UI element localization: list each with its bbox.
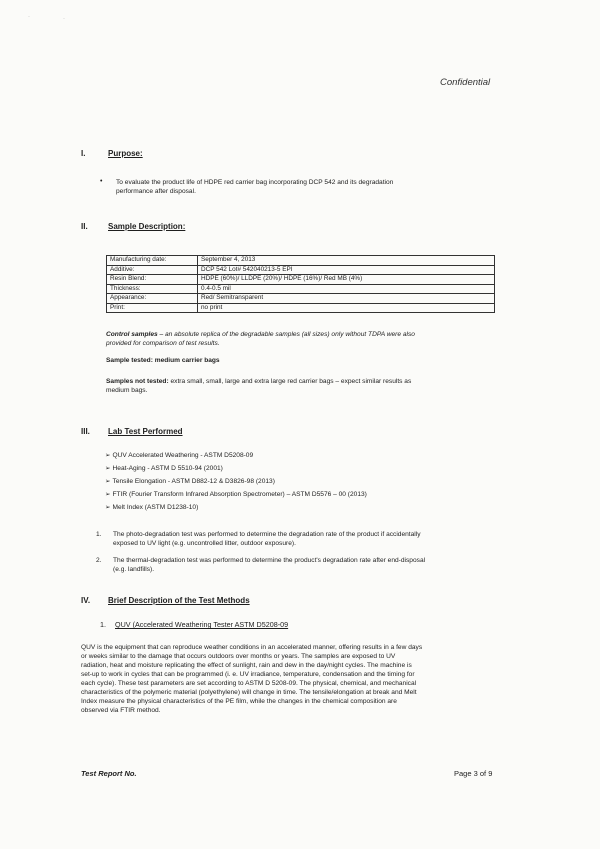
scan-mark: · [63,16,65,22]
table-label: Manufacturing date: [107,256,198,266]
note-text: (e.g. landfills). [113,566,155,573]
arrow-bullet-icon: ➢ [105,465,111,472]
arrow-bullet-icon: ➢ [105,452,111,459]
note-number: 2. [96,557,102,564]
section-number: III. [81,427,90,436]
table-row [107,294,495,304]
paragraph-line: set-up to work in cycles that can be programmed (i. e. UV irradiance, temperature, condensation and the timing for [81,671,415,678]
table-label: Appearance: [107,294,198,304]
paragraph-line: radiation, heat and moisture replicating the effect of sunlight, rain and dew in the day/night cycles. The machine is [81,662,412,669]
paragraph-line: QUV is the equipment that can reproduce weather conditions in an accelerated manner, offering results in a few days [81,644,423,651]
section-title: Lab Test Performed [108,427,183,436]
section-number: I. [81,149,86,158]
footer-page-number: Page 3 of 9 [454,769,493,778]
paragraph-line: characteristics of the polymeric material (polyethylene) will change in time. The tensile/elongation at break and Melt [81,689,417,696]
section-number: IV. [81,596,91,605]
note-number: 1. [96,531,102,538]
section-title: Sample Description: [108,222,186,231]
table-row [107,275,495,285]
table-value: September 4, 2013 [198,256,495,266]
table-row [107,256,495,266]
control-samples-text: Control samples – an absolute replica of the degradable samples (all sizes) only without TDPA were also [106,331,415,338]
test-list-item: ➢ Melt Index (ASTM D1238-10) [105,504,199,511]
samples-not-tested-text: Samples not tested: extra small, small, large and extra large red carrier bags – expect similar results as [106,378,412,385]
table-label: Resin Blend: [107,275,198,285]
table-label: Thickness: [107,284,198,294]
table-value: DCP 542 Lot# 542040213-5 EPI [198,265,495,275]
note-text: exposed to UV light (e.g. uncontrolled litter, outdoor exposure). [113,540,296,547]
test-list-item: ➢ QUV Accelerated Weathering - ASTM D5208-09 [105,452,254,459]
table-value: Red/ Semitransparent [198,294,495,304]
table-label: Additive: [107,265,198,275]
subsection-title: QUV (Accelerated Weathering Tester ASTM D5208-09 [115,620,289,629]
test-list-item: ➢ FTIR (Fourier Transform Infrared Absorption Spectrometer) – ASTM D5576 – 00 (2013) [105,491,367,498]
paragraph-line: or weeks similar to the damage that occurs outdoors over months or years. The samples are exposed to UV [81,653,396,660]
note-text: The photo-degradation test was performed to determine the degradation rate of the product if accidentally [113,531,421,538]
table-value: 0.4-0.5 mil [198,284,495,294]
arrow-bullet-icon: ➢ [105,491,111,498]
control-samples-label: Control samples [106,331,158,338]
test-list-item: ➢ Heat-Aging - ASTM D 5510-94 (2001) [105,465,223,472]
section-title: Purpose: [108,149,143,158]
samples-not-tested-label: Samples not tested: [106,378,169,385]
sample-tested-text: Sample tested: medium carrier bags [106,357,220,364]
samples-not-tested-text: medium bags. [106,387,148,394]
purpose-text: To evaluate the product life of HDPE red carrier bag incorporating DCP 542 and its degradation [116,179,394,186]
sample-description-table [106,255,495,313]
section-title: Brief Description of the Test Methods [108,596,250,605]
purpose-text: performance after disposal. [116,188,196,195]
confidential-label: Confidential [440,77,491,88]
test-list-item: ➢ Tensile Elongation - ASTM D882-12 & D3826-98 (2013) [105,478,275,485]
section-number: II. [81,222,88,231]
table-label: Print: [107,303,198,313]
scan-mark: · [28,14,30,20]
arrow-bullet-icon: ➢ [105,478,111,485]
paragraph-line: each cycle). These test parameters are set according to ASTM D 5208-09. The physical, chemical, and mechanical [81,680,417,687]
arrow-bullet-icon: ➢ [105,504,111,511]
table-value: no print [198,303,495,313]
note-text: The thermal-degradation test was performed to determine the product's degradation rate after end-disposal [113,557,426,564]
table-row [107,265,495,275]
paragraph-line: Index measure the physical characteristics of the PE film, while the changes in the chemical composition are [81,698,397,705]
bullet-icon: • [100,178,103,185]
table-row [107,284,495,294]
footer-report-number: Test Report No. [81,769,137,778]
paragraph-line: observed via FTIR method. [81,707,161,714]
subsection-number: 1. [100,620,106,629]
table-value: HDPE (60%)/ LLDPE (20%)/ HDPE (16%)/ Red MB (4%) [198,275,495,285]
control-samples-text: provided for comparison of test results. [106,340,220,347]
table-row [107,303,495,313]
